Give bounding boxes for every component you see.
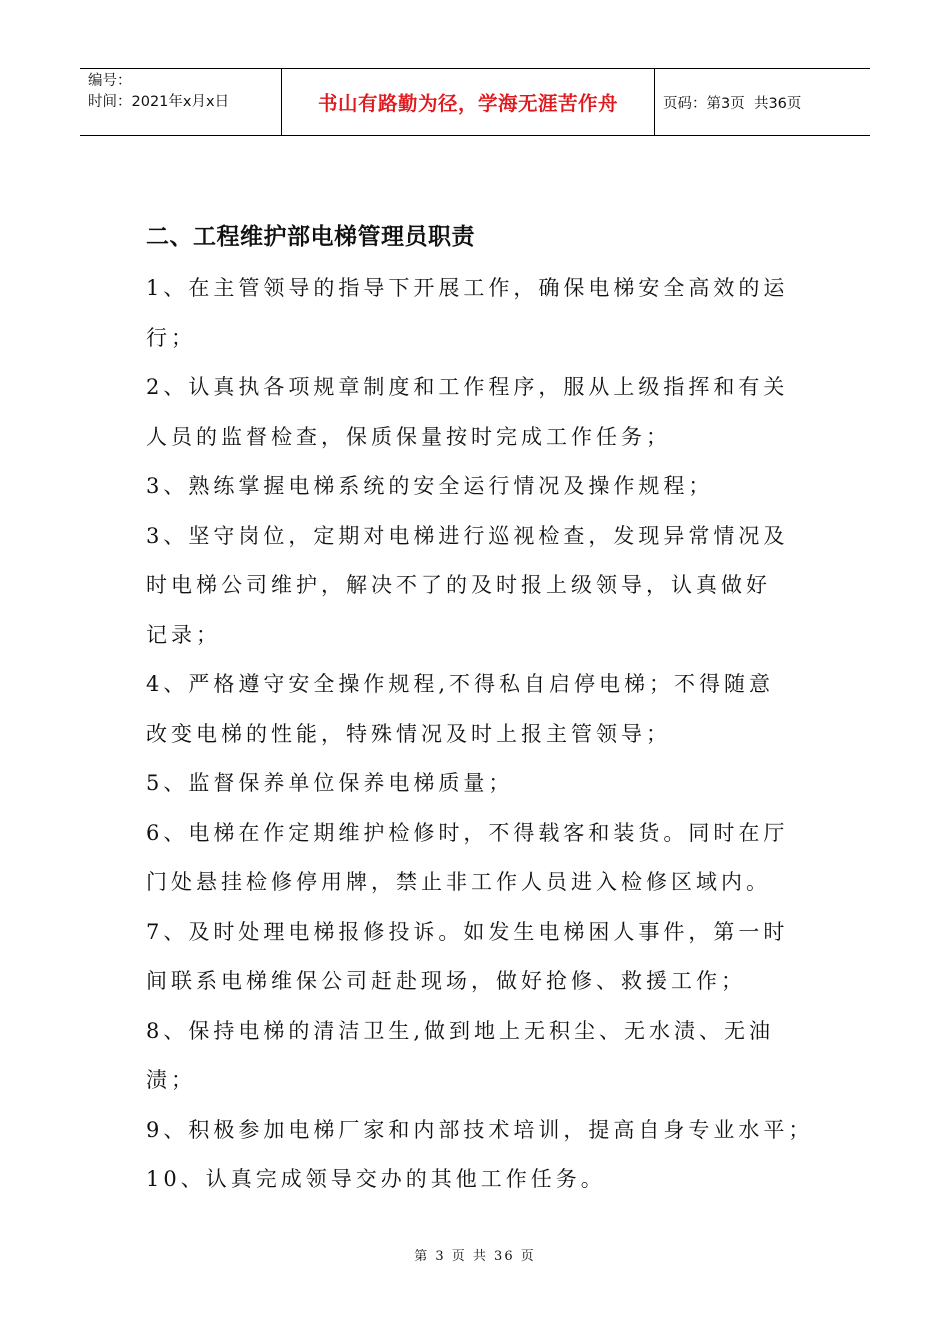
body-line: 6、电梯在作定期维护检修时，不得载客和装货。同时在厅 <box>146 820 789 845</box>
body-line: 9、积极参加电梯厂家和内部技术培训，提高自身专业水平； <box>146 1117 814 1142</box>
body-line: 10、认真完成领导交办的其他工作任务。 <box>146 1167 606 1191</box>
body-line: 4、严格遵守安全操作规程,不得私自启停电梯；不得随意 <box>146 672 775 696</box>
body-line: 间联系电梯维保公司赶赴现场，做好抢修、救援工作； <box>146 969 746 993</box>
body-line: 行； <box>146 325 196 350</box>
header-page-info-cell <box>655 69 870 135</box>
header-meta <box>80 69 282 135</box>
body-line: 7、及时处理电梯报修投诉。如发生电梯困人事件，第一时 <box>146 919 789 944</box>
body-line: 人员的监督检查，保质保量按时完成工作任务； <box>146 424 671 449</box>
body-line: 8、保持电梯的清洁卫生,做到地上无积尘、无水渍、无油 <box>146 1018 775 1043</box>
body-line: 2、认真执各项规章制度和工作程序，服从上级指挥和有关 <box>146 375 789 399</box>
body-line: 3、熟练掌握电梯系统的安全运行情况及操作规程； <box>146 474 714 498</box>
document-body <box>146 210 814 1205</box>
header-page-info: 页码：第3页 共36页 <box>663 95 802 112</box>
body-line: 3、坚守岗位，定期对电梯进行巡视检查，发现异常情况及 <box>146 523 789 548</box>
document-number-label: 编号： <box>88 73 132 89</box>
header-motto: 书山有路勤为径，学海无涯苦作舟 <box>282 69 655 135</box>
section-title: 二、工程维护部电梯管理员职责 <box>146 224 475 250</box>
body-line: 1、在主管领导的指导下开展工作，确保电梯安全高效的运 <box>146 276 789 300</box>
body-line: 时电梯公司维护，解决不了的及时报上级领导，认真做好 <box>146 573 771 597</box>
body-line: 渍； <box>146 1068 196 1092</box>
page-header <box>80 68 870 136</box>
page-footer: 第 3 页 共 36 页 <box>414 1249 536 1264</box>
body-line: 改变电梯的性能，特殊情况及时上报主管领导； <box>146 721 671 746</box>
body-line: 门处悬挂检修停用牌，禁止非工作人员进入检修区域内。 <box>146 870 771 894</box>
body-line: 5、监督保养单位保养电梯质量； <box>146 771 514 795</box>
body-line: 记录； <box>146 622 221 647</box>
document-date: 时间：2021年x月x日 <box>88 94 230 110</box>
